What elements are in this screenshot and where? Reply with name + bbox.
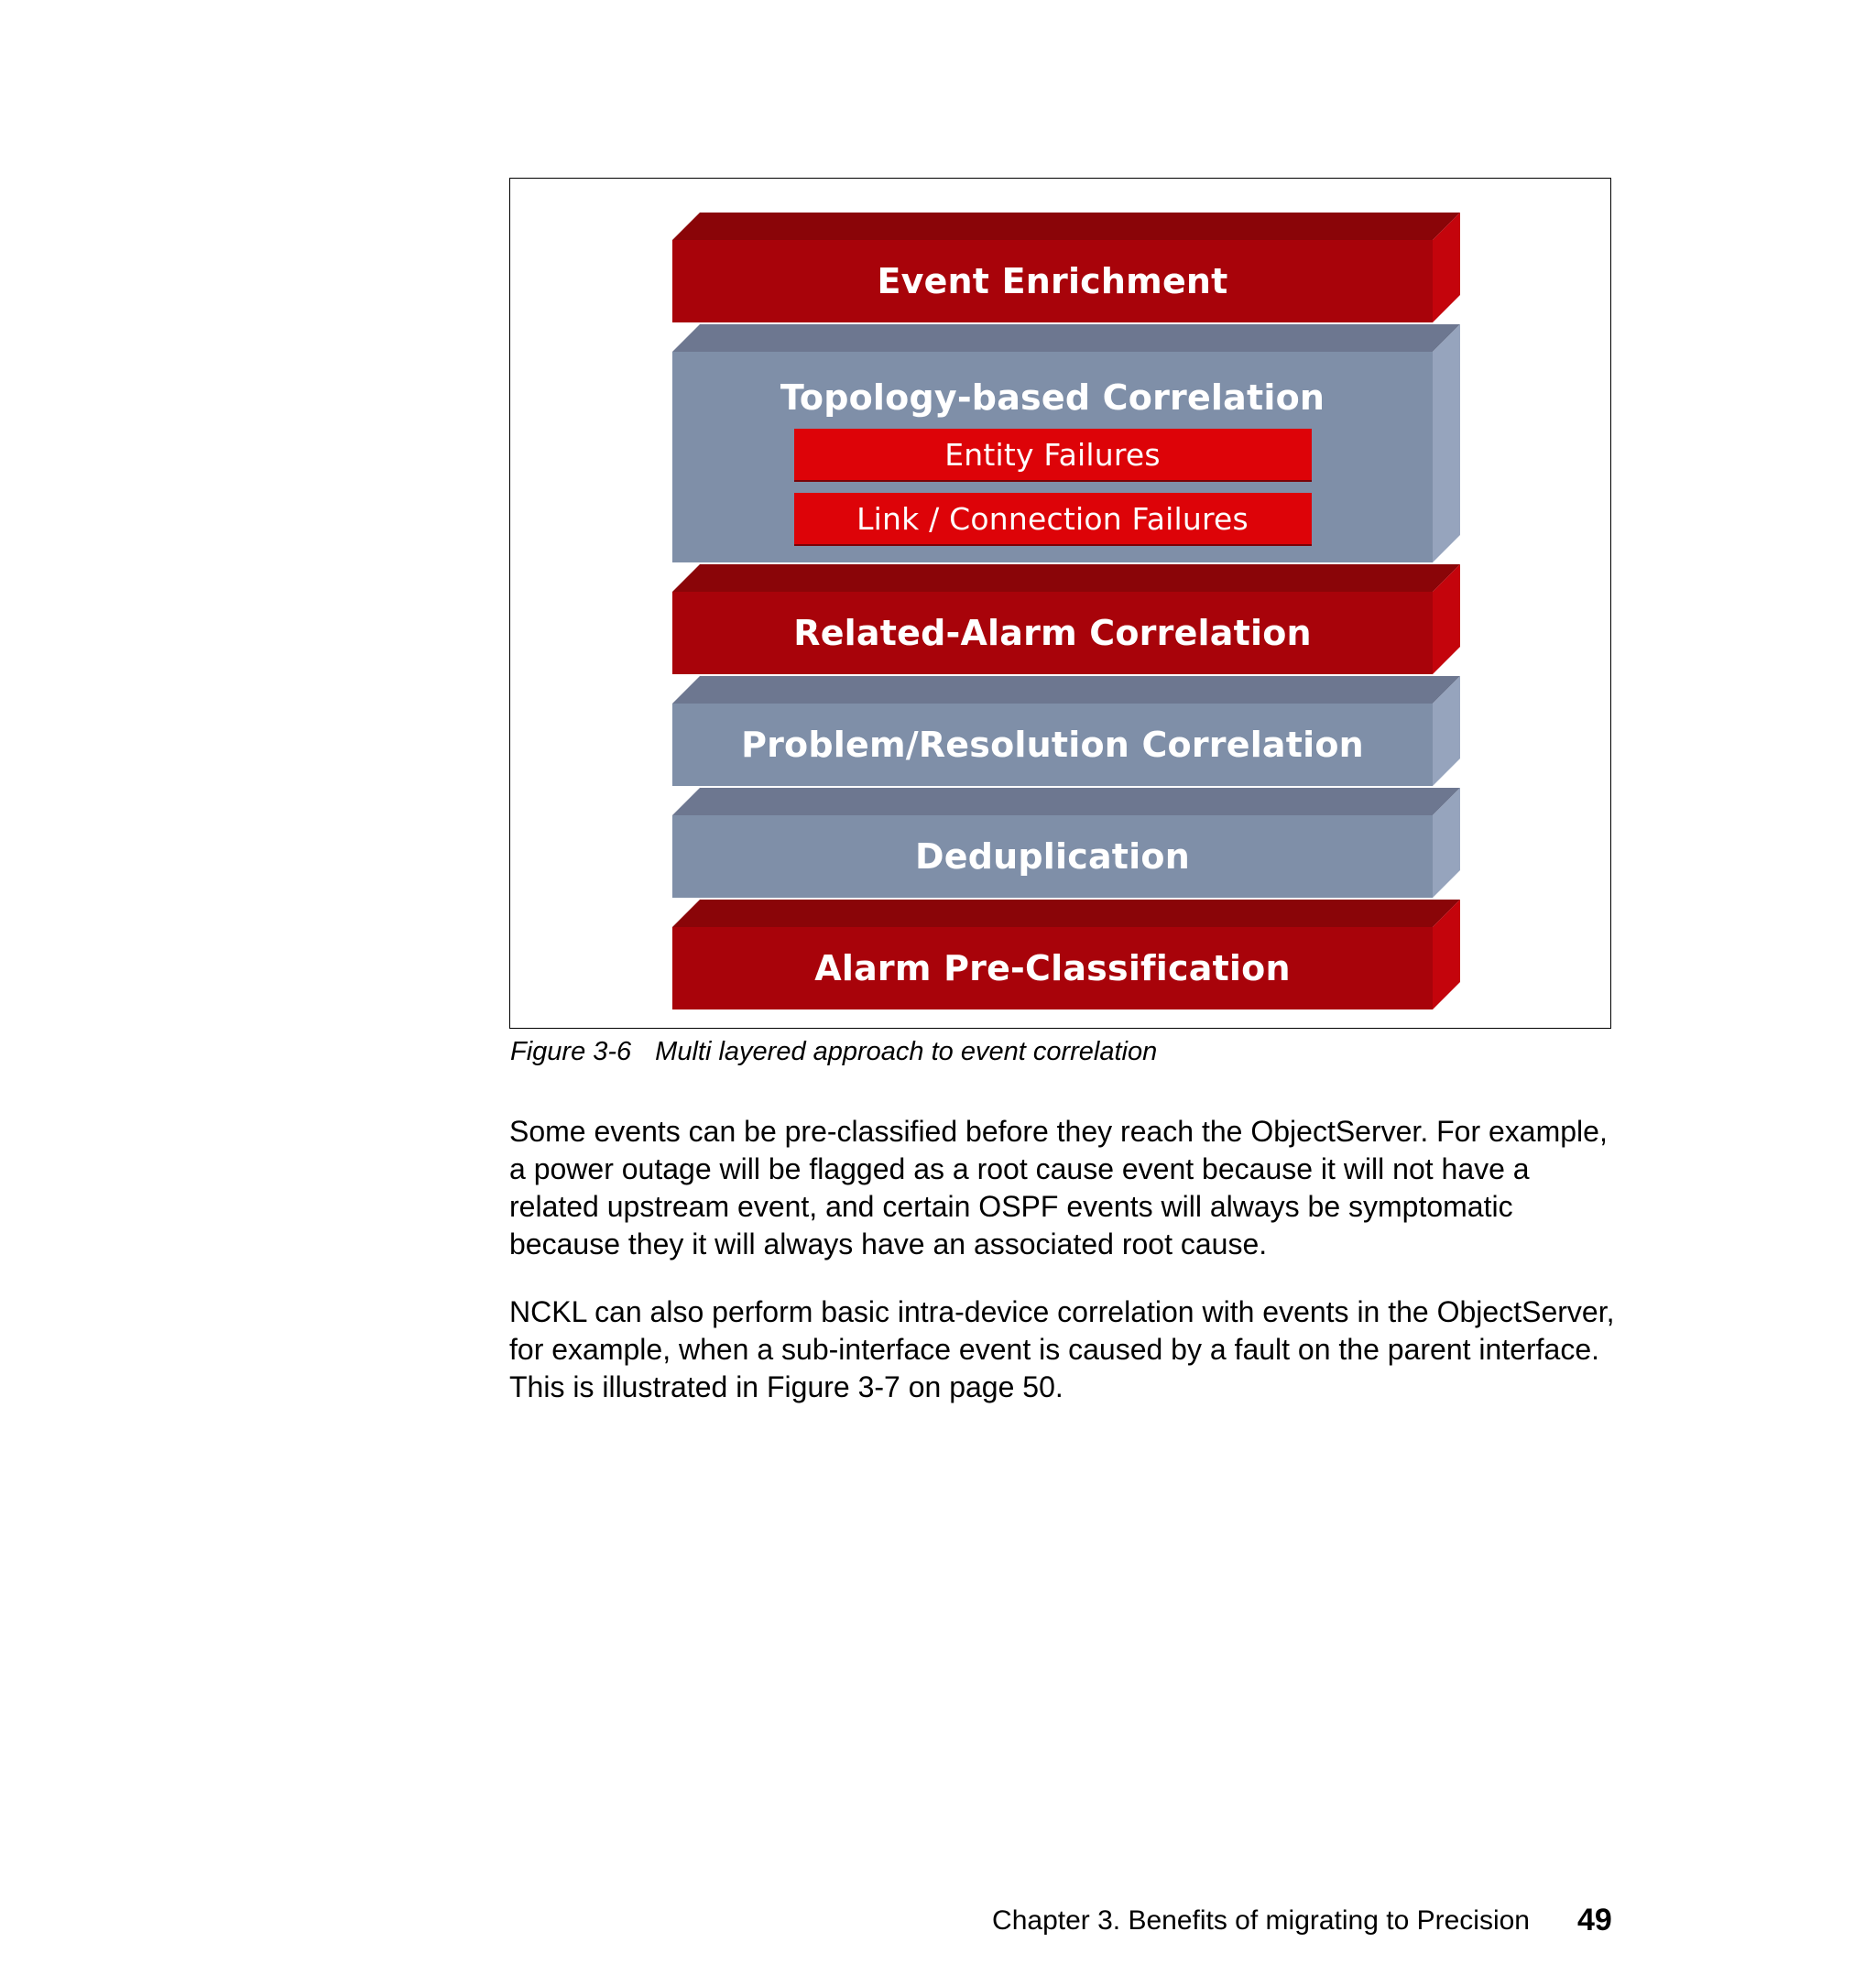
paragraph-2: NCKL can also perform basic intra-device correlation with events in the ObjectServer, for example, when a sub-interface event is caused by a fault on the parent interface. This is illustrated in Figure 3-7 on page 50. [509, 1295, 1615, 1403]
layer-label: Problem/Resolution Correlation [672, 704, 1433, 786]
layer-deduplication [672, 788, 1460, 898]
layer-label: Event Enrichment [672, 240, 1433, 322]
sublayer-link-connection-failures: Link / Connection Failures [794, 493, 1312, 546]
layer-event-enrichment [672, 213, 1460, 322]
layer-problem-resolution-correlation [672, 676, 1460, 786]
layer-related-alarm-correlation [672, 564, 1460, 674]
footer-chapter-title: Chapter 3. Benefits of migrating to Precision [992, 1905, 1530, 1936]
layer-alarm-pre-classification [672, 900, 1460, 1009]
layer-label: Related-Alarm Correlation [672, 592, 1433, 674]
sublayer-entity-failures: Entity Failures [794, 429, 1312, 482]
paragraph-1: Some events can be pre-classified before they reach the ObjectServer. For example, a power outage will be flagged as a root cause event because it will not have a related upstream event, and certain OSPF events will always be symptomatic because they it will always have an associated root cause. [509, 1115, 1608, 1260]
layer-label: Alarm Pre-Classification [672, 927, 1433, 1009]
caption-text: Multi layered approach to event correlation [655, 1037, 1158, 1066]
page-number: 49 [1577, 1903, 1612, 1937]
caption-number: Figure 3-6 [510, 1037, 632, 1066]
layer-label: Deduplication [672, 815, 1433, 898]
figure-caption [510, 1037, 1157, 1067]
layer-label: Topology-based Correlation [780, 377, 1325, 418]
layer-topology-correlation [672, 324, 1460, 562]
